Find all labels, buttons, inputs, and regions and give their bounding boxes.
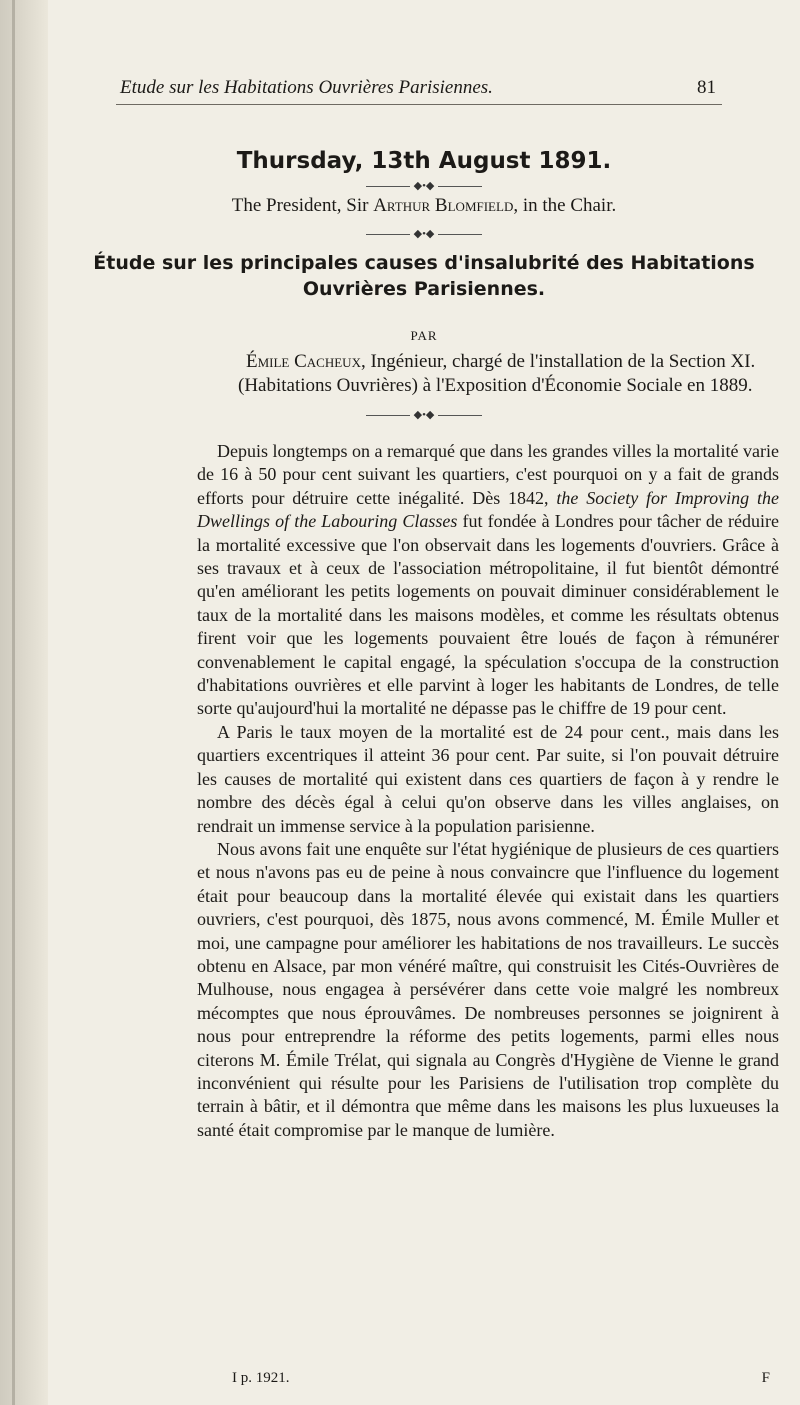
paragraph-1: Depuis longtemps on a remarqué que dans les grandes villes la mortalité varie de 16 à 50 pour cent suivant les quartiers, c'est pourquoi on y a fait de grands efforts pour détruire cette inégalité. Dès 1842, the Society for Improving the Dwellings of the Labouring Classes fut fondée à Londres pour tâcher de réduire la mortalité excessive que l'on observait dans les logements d'ouvriers. Grâce à ses travaux et à ceux de l'association métropolitaine, il fut bientôt démontré qu'en améliorant les petits logements on pouvait diminuer considérablement le taux de la mortalité dans les maisons modèles, et comme les résultats obtenus firent voir que les logements pouvaient être loués de façon à rémunérer convenablement le capital engagé, la spéculation s'occupa de la construction d'habitations ouvrières et elle parvint à loger les habitants de Londres, de telle sorte qu'aujourd'hui la mortalité ne dépasse pas le chiffre de 19 pour cent. (197, 441, 779, 719)
by-line: PAR (410, 328, 438, 343)
author-desc-line-1: , Ingénieur, chargé de l'installation de la Section XI. (360, 351, 756, 372)
ornament-divider: ◆•◆ (48, 179, 800, 192)
president-name: Arthur Blomfield (373, 195, 514, 216)
book-binding-edge (0, 0, 48, 1405)
footer (232, 1370, 782, 1387)
footer-signature: I p. 1921. (232, 1370, 290, 1386)
author-name: Émile Cacheux (246, 351, 361, 372)
paper-title (48, 250, 800, 302)
author-desc-line-2: (Habitations Ouvrières) à l'Exposition d'Économie Sociale en 1889. (238, 375, 753, 396)
header-rule (116, 104, 722, 105)
ornament-divider: ◆•◆ (48, 408, 800, 421)
running-header (120, 77, 716, 99)
paragraph-2: A Paris le taux moyen de la mortalité est de 24 pour cent., mais dans les quartiers excentriques il atteint 36 pour cent. Par suite, si l'on pouvait détruire les causes de mortalité qui existent dans ces quartiers de façon à y rendre le nombre des décès égal à celui qu'on observe dans les villes anglaises, on rendrait un immense service à la population parisienne. (197, 721, 779, 836)
society-name: the Society for Improving the Dwellings of the Labouring Classes (197, 487, 779, 532)
president-suffix: , in the Chair. (513, 195, 617, 216)
paragraph-3: Nous avons fait une enquête sur l'état hygiénique de plusieurs de ces quartiers et nous n'avons pas eu de peine à nous convaincre que l'influence du logement était pour beaucoup dans la mortalité élevée qui existait dans les quartiers ouvriers, c'est pourquoi, dès 1875, nous avons commencé, M. Émile Muller et moi, une campagne pour améliorer les habitations de nos travailleurs. Le succès obtenu en Alsace, par mon vénéré maître, qui construisit les Cités-Ouvrières de Mulhouse, nous engagea à persévérer dans cette voie malgré les nombreux mécomptes que nous éprouvâmes. De nombreuses personnes se joignirent à nous pour entreprendre la réforme des petits logements, parmi elles nous citerons M. Émile Trélat, qui signala au Congrès d'Hygiène de Vienne le grand inconvénient qui résulte pour les Parisiens de l'utilisation trop complète du terrain à bâtir, et il démontra que même dans les maisons les plus luxueuses la santé était compromise par le manque de lumière. (197, 838, 779, 1140)
president-prefix: The President, Sir (231, 195, 369, 216)
author-block (238, 350, 780, 398)
meeting-president (48, 195, 800, 217)
ornament-divider: ◆•◆ (48, 227, 800, 240)
meeting-date: Thursday, 13th August 1891. (236, 148, 612, 174)
body-text (197, 440, 779, 1142)
paper-title-line-2: Ouvrières Parisiennes. (302, 278, 546, 300)
paper-title-line-1: Étude sur les principales causes d'insalubrité des Habitations (93, 252, 755, 274)
page-number: 81 (697, 77, 716, 98)
footer-sheet-mark: F (761, 1370, 770, 1386)
running-header-title: Etude sur les Habitations Ouvrières Parisiennes. (120, 77, 493, 98)
